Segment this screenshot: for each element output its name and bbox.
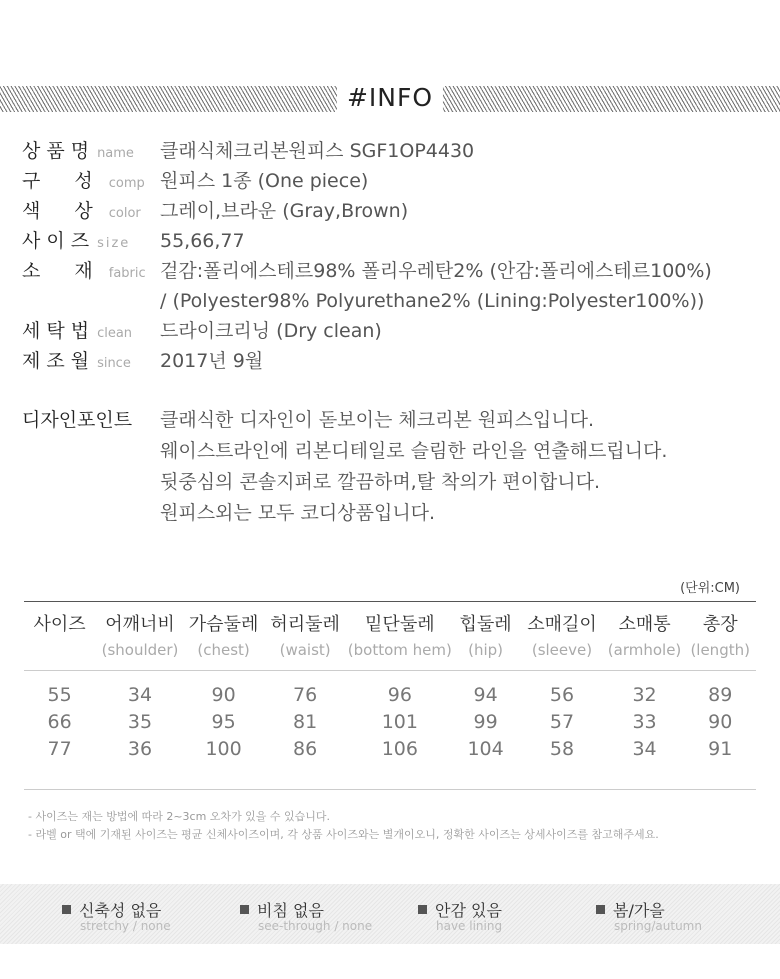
- label-en: clean: [97, 326, 133, 341]
- label-en: comp: [108, 176, 145, 191]
- label-en: since: [97, 356, 131, 371]
- col-header: 사이즈: [33, 614, 86, 635]
- table-row: [24, 708, 756, 735]
- table-cell: 106: [381, 737, 418, 760]
- table-cell: 55: [47, 683, 72, 706]
- col-header: 어깨너비: [105, 614, 175, 635]
- col-header: 가슴둘레: [188, 614, 259, 635]
- feature-sub: spring/autumn: [614, 919, 702, 933]
- value: 그레이,브라운 (Gray,Brown): [160, 200, 409, 222]
- col-header-en: (waist): [262, 636, 347, 671]
- value: 원피스 1종 (One piece): [160, 170, 369, 192]
- value-line-2: / (Polyester98% Polyurethane2% (Lining:Polyester100%)): [160, 290, 705, 312]
- table-cell: 101: [381, 710, 418, 733]
- table-cell: 104: [467, 737, 504, 760]
- value: 55,66,77: [160, 230, 245, 252]
- table-row: [24, 735, 756, 762]
- col-header-en: (shoulder): [95, 636, 185, 671]
- table-cell: 34: [127, 683, 153, 706]
- size-table: [24, 601, 756, 762]
- feature-label: 봄/가을: [613, 901, 665, 920]
- unit-label: (단위:CM): [680, 581, 740, 596]
- table-cell: 35: [127, 710, 153, 733]
- col-header-en: (sleeve): [519, 636, 604, 671]
- col-header: 총장: [702, 614, 738, 635]
- table-bottom-divider: [24, 789, 756, 790]
- table-cell: 95: [211, 710, 236, 733]
- design-point-line: 클래식한 디자인이 돋보이는 체크리본 원피스입니다.: [160, 409, 594, 431]
- feature-see-through: [240, 898, 373, 933]
- value: 2017년 9월: [160, 350, 264, 372]
- table-cell: 76: [293, 683, 318, 706]
- design-point-text: [160, 405, 667, 529]
- feature-sub: stretchy / none: [80, 919, 171, 933]
- col-header-en: (armhole): [605, 636, 685, 671]
- col-header-en: (hip): [452, 636, 519, 671]
- table-cell: 58: [549, 737, 575, 760]
- feature-season: [596, 898, 702, 933]
- label-ko: 구 성: [22, 170, 107, 192]
- col-header: 힙둘레: [459, 614, 512, 635]
- col-header: 허리둘레: [270, 614, 340, 635]
- label-ko: 색 상: [22, 200, 107, 222]
- col-header: 소매통: [618, 614, 671, 635]
- square-bullet-icon: [62, 905, 71, 914]
- col-header-en: (length): [684, 636, 756, 671]
- table-cell: 81: [293, 710, 318, 733]
- label-ko: 사이즈: [22, 230, 96, 252]
- label-ko: 세탁법: [22, 320, 96, 342]
- feature-sub: have lining: [436, 919, 503, 933]
- square-bullet-icon: [418, 905, 427, 914]
- table-header-row: [24, 602, 756, 636]
- table-cell: 32: [632, 683, 657, 706]
- table-cell: 33: [632, 710, 657, 733]
- feature-stretch: [62, 898, 171, 933]
- table-cell: 90: [708, 710, 733, 733]
- feature-label: 신축성 없음: [79, 901, 162, 920]
- value: 드라이크리닝 (Dry clean): [160, 320, 382, 342]
- table-cell: 57: [549, 710, 575, 733]
- label-ko: 상품명: [22, 140, 96, 162]
- feature-bar: [0, 884, 780, 944]
- col-header-en: (chest): [185, 636, 263, 671]
- table-cell: 86: [293, 737, 318, 760]
- size-note: - 사이즈는 재는 방법에 따라 2~3cm 오차가 있을 수 있습니다.: [28, 810, 331, 823]
- label-ko: 소 재: [22, 260, 107, 282]
- table-cell: 36: [127, 737, 153, 760]
- table-cell: 96: [387, 683, 412, 706]
- design-point-line: 뒷중심의 콘솔지퍼로 깔끔하며,탈 착의가 편이합니다.: [160, 471, 601, 493]
- design-point-line: 웨이스트라인에 리본디테일로 슬림한 라인을 연출해드립니다.: [160, 440, 668, 462]
- table-row: [24, 671, 756, 709]
- design-point-line: 원피스외는 모두 코디상품입니다.: [160, 502, 436, 524]
- size-note: - 라벨 or 택에 기재된 사이즈는 평균 신체사이즈이며, 각 상품 사이즈와는 별개이오니, 정확한 사이즈는 상세사이즈를 참고해주세요.: [28, 828, 659, 841]
- table-cell: 91: [708, 737, 733, 760]
- square-bullet-icon: [240, 905, 249, 914]
- col-header-en: [24, 636, 95, 671]
- design-point-label: 디자인포인트: [22, 409, 133, 431]
- col-header: 소매길이: [527, 614, 597, 635]
- feature-lining: [418, 898, 503, 933]
- table-cell: 100: [205, 737, 242, 760]
- label-ko: 제조월: [22, 350, 96, 372]
- label-en: size: [97, 236, 131, 251]
- table-cell: 99: [473, 710, 498, 733]
- table-cell: 34: [632, 737, 657, 760]
- label-en: name: [97, 146, 134, 161]
- value: 클래식체크리본원피스 SGF1OP4430: [160, 140, 475, 162]
- col-header-en: (bottom hem): [348, 636, 452, 671]
- table-header-en-row: [24, 636, 756, 671]
- info-banner: [0, 83, 780, 112]
- table-cell: 94: [473, 683, 498, 706]
- table-cell: 90: [211, 683, 236, 706]
- table-cell: 89: [708, 683, 733, 706]
- value: 겉감:폴리에스테르98% 폴리우레탄2% (안감:폴리에스테르100%): [160, 260, 712, 282]
- label-en: color: [108, 206, 141, 221]
- table-cell: 56: [549, 683, 575, 706]
- page-title: #INFO: [337, 82, 443, 114]
- label-en: fabric: [108, 266, 146, 281]
- feature-label: 비침 없음: [257, 901, 324, 920]
- col-header: 밑단둘레: [365, 614, 435, 635]
- square-bullet-icon: [596, 905, 605, 914]
- feature-sub: see-through / none: [258, 919, 373, 933]
- feature-label: 안감 있음: [435, 901, 502, 920]
- table-cell: 77: [47, 737, 72, 760]
- table-cell: 66: [47, 710, 72, 733]
